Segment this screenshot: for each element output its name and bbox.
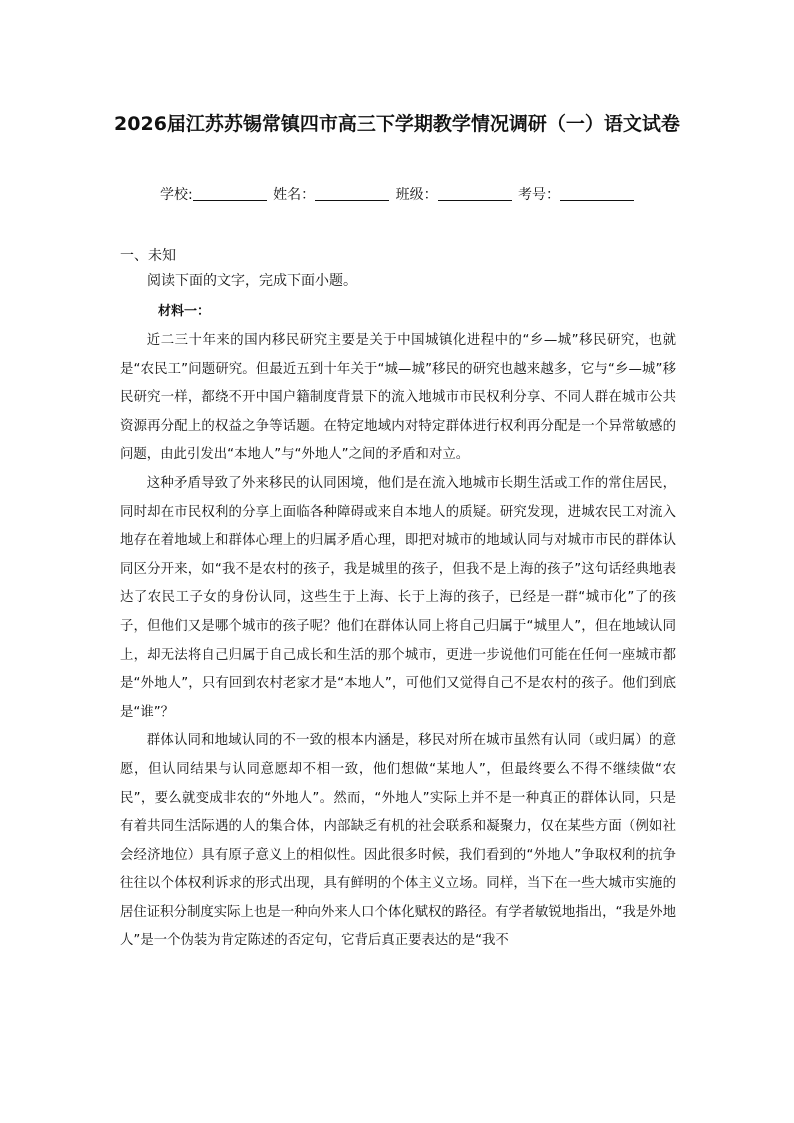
material-body [120,327,676,956]
exam-title: 2026届江苏苏锡常镇四市高三下学期教学情况调研（一）语文试卷 [114,113,680,135]
name-blank[interactable] [315,186,389,201]
exam-number-blank[interactable] [560,186,634,201]
school-field [160,184,267,204]
paragraph: 近二三十年来的国内移民研究主要是关于中国城镇化进程中的“乡—城”移民研究，也就是“农民工”问题研究。但最近五到十年关于“城—城”移民的研究也越来越多，它与“乡—城”移民研究一样，都绕不开中国户籍制度背景下的流入地城市市民权利分享、不同人群在城市公共资源再分配上的权益之争等话题。在特定地域内对特定群体进行权利再分配是一个异常敏感的问题，由此引发出“本地人”与“外地人”之间的矛盾和对立。 [120,333,676,463]
exam-number-field [518,184,634,204]
name-field [273,184,389,204]
paragraph: 群体认同和地域认同的不一致的根本内涵是，移民对所在城市虽然有认同（或归属）的意愿，但认同结果与认同意愿却不相一致，他们想做“某地人”，但最终要么不得不继续做“农民”，要么就变成非农的“外地人”。然而，“外地人”实际上并不是一种真正的群体认同，只是有着共同生活际遇的人的集合体，内部缺乏有机的社会联系和凝聚力，仅在某些方面（例如社会经济地位）具有原子意义上的相似性。因此很多时候，我们看到的“外地人”争取权利的抗争往往以个体权利诉求的形式出现，具有鲜明的个体主义立场。同样，当下在一些大城市实施的居住证积分制度实际上也是一种向外来人口个体化赋权的路径。有学者敏锐地指出，“我是外地人”是一个伪装为肯定陈述的否定句，它背后真正要表达的是“我不 [120,733,676,949]
exam-number-label: 考号： [518,187,561,203]
class-label: 班级： [395,187,438,203]
material-label: 材料一： [158,304,211,319]
paragraph: 这种矛盾导致了外来移民的认同困境，他们是在流入地城市长期生活或工作的常住居民，同时却在市民权利的分享上面临各种障碍或来自本地人的质疑。研究发现，进城农民工对流入地存在着地域上和群体心理上的归属矛盾心理，即把对城市的地域认同与对城市市民的群体认同区分开来，如“我不是农村的孩子，我是城里的孩子，但我不是上海的孩子”这句话经典地表达了农民工子女的身份认同，这些生于上海、长于上海的孩子，已经是一群“城市化”了的孩子，但他们又是哪个城市的孩子呢？他们在群体认同上将自己归属于“城里人”，但在地域认同上，却无法将自己归属于自己成长和生活的那个城市，更进一步说他们可能在任何一座城市都是“外地人”，只有回到农村老家才是“本地人”，可他们又觉得自己不是农村的孩子。他们到底是“谁”？ [120,475,676,720]
school-label: 学校: [159,187,193,203]
class-blank[interactable] [438,186,512,201]
reading-instruction: 阅读下面的文字，完成下面小题。 [147,273,357,289]
section-heading: 一、未知 [120,248,176,264]
class-field [396,184,512,204]
student-info-row [0,184,794,204]
school-blank[interactable] [193,186,267,201]
name-label: 姓名： [273,187,316,203]
